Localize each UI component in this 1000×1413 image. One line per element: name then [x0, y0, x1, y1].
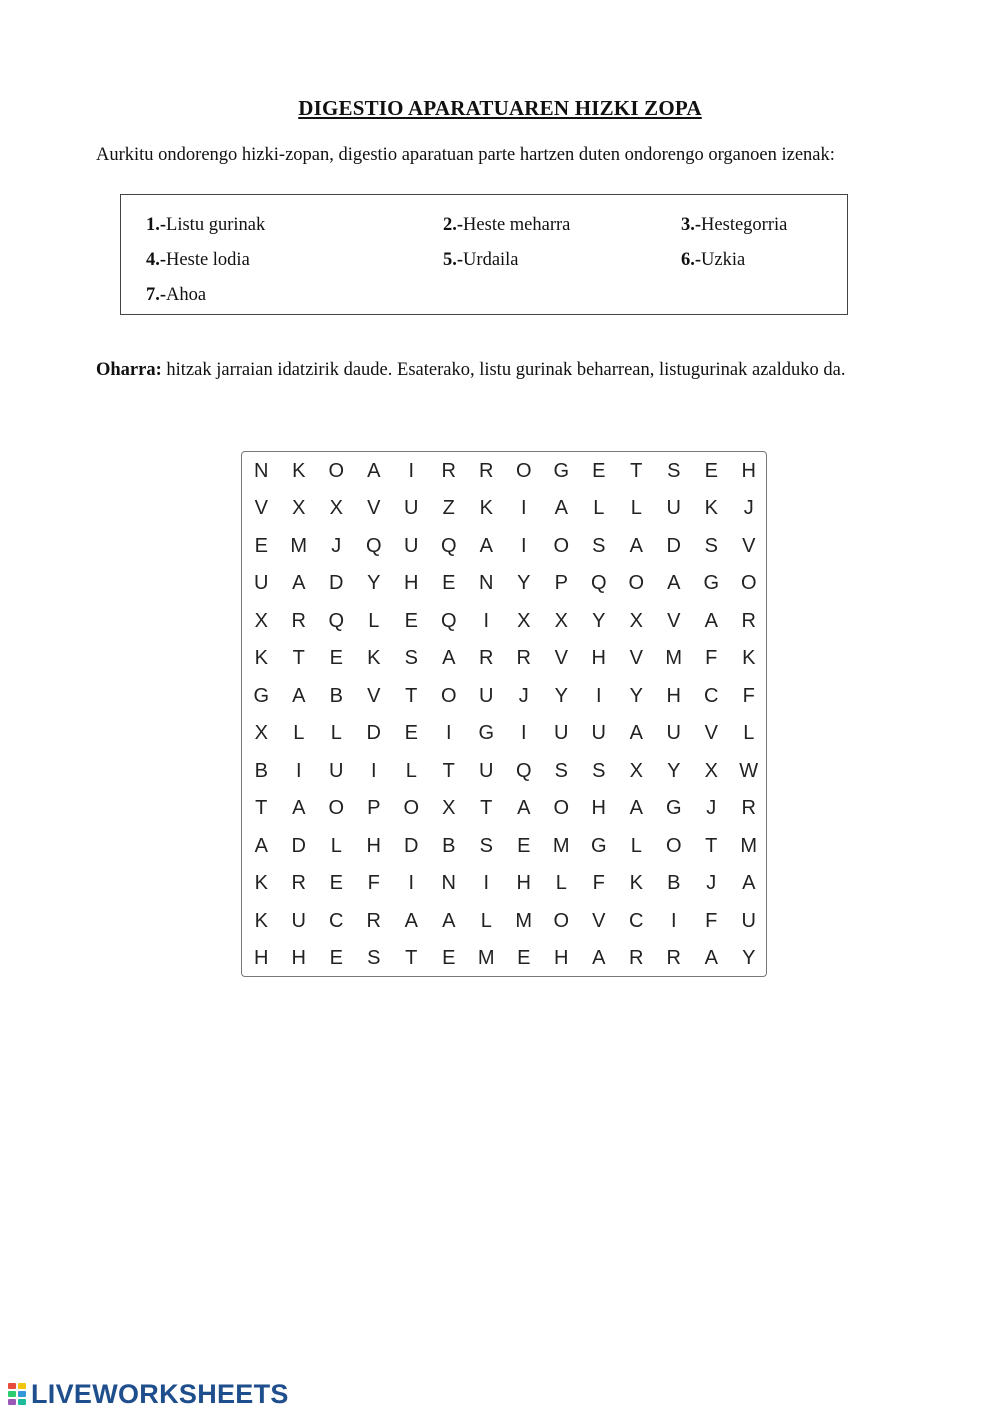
grid-letter[interactable]: H [366, 834, 381, 857]
grid-letter[interactable]: L [630, 834, 642, 857]
grid-letter[interactable]: U [404, 534, 419, 557]
grid-letter[interactable]: V [629, 647, 643, 669]
grid-letter[interactable]: A [554, 497, 568, 519]
grid-letter[interactable]: H [554, 947, 569, 969]
grid-letter[interactable]: M [740, 834, 758, 857]
grid-letter[interactable]: F [705, 647, 718, 669]
grid-letter[interactable]: X [442, 797, 456, 819]
note-label: Oharra: [96, 360, 162, 380]
grid-letter[interactable]: L [743, 722, 755, 744]
grid-letter[interactable]: N [441, 872, 456, 894]
grid-letter[interactable]: L [368, 609, 380, 632]
grid-letter[interactable]: O [553, 797, 570, 819]
grid-letter[interactable]: A [742, 872, 756, 894]
liveworksheets-logo [8, 1379, 289, 1409]
grid-letter[interactable]: E [517, 834, 531, 857]
grid-letter[interactable]: X [629, 609, 643, 632]
grid-letter[interactable]: B [329, 684, 343, 707]
grid-letter[interactable]: M [552, 834, 570, 857]
grid-letter[interactable]: I [483, 872, 490, 894]
grid-letter[interactable]: B [667, 872, 681, 894]
grid-letter[interactable]: U [479, 684, 494, 707]
grid-letter[interactable]: A [629, 534, 643, 557]
grid-letter[interactable]: Z [442, 497, 455, 519]
grid-letter[interactable]: D [666, 534, 681, 557]
grid-letter[interactable]: E [442, 572, 456, 594]
grid-letter[interactable]: A [629, 722, 643, 744]
grid-letter[interactable]: R [479, 647, 494, 669]
organ-item-5 [443, 250, 519, 271]
grid-letter[interactable]: T [292, 647, 305, 669]
grid-letter[interactable]: U [329, 759, 344, 782]
grid-letter[interactable]: O [515, 459, 532, 482]
grid-letter[interactable]: R [629, 947, 644, 969]
grid-letter[interactable]: K [479, 497, 493, 519]
grid-letter[interactable]: I [370, 759, 377, 782]
grid-letter[interactable]: G [478, 722, 495, 744]
grid-letter[interactable]: D [291, 834, 306, 857]
organ-number: 5.- [443, 250, 464, 270]
grid-letter[interactable]: A [442, 909, 456, 932]
grid-letter[interactable]: R [291, 872, 306, 894]
grid-letter[interactable]: J [518, 684, 529, 707]
grid-letter[interactable]: T [630, 459, 643, 482]
grid-letter[interactable]: U [666, 722, 681, 744]
grid-letter[interactable]: U [554, 722, 569, 744]
grid-letter[interactable]: O [328, 459, 345, 482]
grid-letter[interactable]: K [704, 497, 718, 519]
grid-letter[interactable]: O [440, 684, 457, 707]
grid-letter[interactable]: I [445, 722, 452, 744]
grid-letter[interactable]: M [477, 947, 495, 969]
organ-name: Heste lodia [166, 250, 250, 270]
grid-letter[interactable]: B [254, 759, 268, 782]
grid-letter[interactable]: A [367, 459, 381, 482]
grid-letter[interactable]: I [670, 909, 677, 932]
organ-number: 3.- [681, 215, 702, 235]
grid-letter[interactable]: Q [440, 534, 457, 557]
grid-letter[interactable]: E [517, 947, 531, 969]
grid-letter[interactable]: D [404, 834, 419, 857]
grid-letter[interactable]: T [255, 797, 268, 819]
organ-number: 4.- [146, 250, 167, 270]
grid-letter[interactable]: H [291, 947, 306, 969]
grid-letter[interactable]: Y [667, 759, 681, 782]
organ-item-4 [146, 250, 250, 271]
grid-letter[interactable]: D [329, 572, 344, 594]
grid-letter[interactable]: A [292, 797, 306, 819]
grid-letter[interactable]: U [254, 572, 269, 594]
grid-letter[interactable]: O [403, 797, 420, 819]
grid-letter[interactable]: I [520, 497, 527, 519]
grid-letter[interactable]: T [405, 947, 418, 969]
grid-letter[interactable]: Y [592, 609, 606, 632]
grid-letter[interactable]: U [591, 722, 606, 744]
grid-letter[interactable]: K [254, 647, 268, 669]
grid-letter[interactable]: L [480, 909, 492, 932]
grid-letter[interactable]: K [742, 647, 756, 669]
grid-letter[interactable]: E [442, 947, 456, 969]
grid-letter[interactable]: R [516, 647, 531, 669]
organ-number: 7.- [146, 285, 167, 305]
grid-letter[interactable]: P [554, 572, 568, 594]
grid-letter[interactable]: K [254, 872, 268, 894]
grid-letter[interactable]: E [329, 947, 343, 969]
grid-letter[interactable]: S [592, 759, 606, 782]
grid-letter[interactable]: X [254, 722, 268, 744]
grid-letter[interactable]: F [367, 872, 380, 894]
grid-letter[interactable]: Y [554, 684, 568, 707]
grid-letter[interactable]: K [254, 909, 268, 932]
organ-number: 2.- [443, 215, 464, 235]
grid-letter[interactable]: T [480, 797, 493, 819]
grid-letter[interactable]: O [740, 572, 757, 594]
grid-letter[interactable]: H [591, 797, 606, 819]
word-search-grid [241, 451, 767, 977]
grid-letter[interactable]: X [329, 497, 343, 519]
grid-letter[interactable]: I [520, 534, 527, 557]
grid-letter[interactable]: K [292, 459, 306, 482]
grid-letter[interactable]: H [666, 684, 681, 707]
grid-letter[interactable]: B [442, 834, 456, 857]
organ-item-6 [681, 250, 745, 271]
grid-letter[interactable]: R [741, 797, 756, 819]
grid-letter[interactable]: V [554, 647, 568, 669]
grid-letter[interactable]: C [329, 909, 344, 932]
grid-letter[interactable]: L [405, 759, 417, 782]
grid-letter[interactable]: A [442, 647, 456, 669]
grid-letter[interactable]: V [667, 609, 681, 632]
grid-letter[interactable]: R [479, 459, 494, 482]
grid-letter[interactable]: I [295, 759, 302, 782]
grid-letter[interactable]: A [404, 909, 418, 932]
grid-letter[interactable]: E [329, 872, 343, 894]
grid-letter[interactable]: H [254, 947, 269, 969]
organ-item-2 [443, 215, 570, 236]
organ-item-7 [146, 285, 206, 306]
grid-letter[interactable]: X [704, 759, 718, 782]
grid-letter[interactable]: Q [515, 759, 532, 782]
grid-letter[interactable]: S [667, 459, 681, 482]
grid-letter[interactable]: V [742, 534, 756, 557]
grid-letter[interactable]: J [743, 497, 754, 519]
organ-name: Listu gurinak [166, 215, 266, 235]
grid-letter[interactable]: A [479, 534, 493, 557]
grid-letter[interactable]: T [405, 684, 418, 707]
organ-name: Hestegorria [701, 215, 788, 235]
grid-letter[interactable]: H [516, 872, 531, 894]
grid-letter[interactable]: L [593, 497, 605, 519]
grid-letter[interactable]: E [329, 647, 343, 669]
grid-letter[interactable]: F [705, 909, 718, 932]
grid-letter[interactable]: L [293, 722, 305, 744]
liveworksheets-logo-text: LIVEWORKSHEETS [31, 1378, 289, 1409]
grid-letter[interactable]: J [706, 797, 717, 819]
grid-letter[interactable]: Y [629, 684, 643, 707]
organ-name: Heste meharra [463, 215, 571, 235]
grid-letter[interactable]: G [703, 572, 720, 594]
grid-letter[interactable]: V [592, 909, 606, 932]
note-paragraph [96, 353, 896, 388]
grid-letter[interactable]: Q [328, 609, 345, 632]
grid-letter[interactable]: X [292, 497, 306, 519]
grid-letter[interactable]: R [741, 609, 756, 632]
grid-letter[interactable]: G [665, 797, 682, 819]
grid-letter[interactable]: L [555, 872, 567, 894]
grid-letter[interactable]: X [629, 759, 643, 782]
grid-letter[interactable]: O [553, 534, 570, 557]
grid-letter[interactable]: J [706, 872, 717, 894]
liveworksheets-logo-icon [8, 1381, 28, 1407]
grid-letter[interactable]: O [328, 797, 345, 819]
grid-letter[interactable]: O [553, 909, 570, 932]
grid-letter[interactable]: X [554, 609, 568, 632]
grid-letter[interactable]: M [290, 534, 308, 557]
grid-letter[interactable]: G [590, 834, 607, 857]
organ-name: Urdaila [463, 250, 519, 270]
organ-number: 1.- [146, 215, 167, 235]
grid-letter[interactable]: N [479, 572, 494, 594]
grid-letter[interactable]: A [254, 834, 268, 857]
grid-letter[interactable]: S [479, 834, 493, 857]
grid-letter[interactable]: K [629, 872, 643, 894]
organ-name: Ahoa [166, 285, 207, 305]
grid-letter[interactable]: V [254, 497, 268, 519]
grid-letter[interactable]: S [554, 759, 568, 782]
grid-letter[interactable]: U [479, 759, 494, 782]
grid-letter[interactable]: T [705, 834, 718, 857]
grid-letter[interactable]: R [366, 909, 381, 932]
grid-letter[interactable]: R [291, 609, 306, 632]
grid-letter[interactable]: Y [742, 947, 756, 969]
grid-letter[interactable]: C [629, 909, 644, 932]
grid-letter[interactable]: X [517, 609, 531, 632]
grid-letter[interactable]: C [704, 684, 719, 707]
grid-letter[interactable]: X [254, 609, 268, 632]
grid-letter[interactable]: D [366, 722, 381, 744]
grid-letter[interactable]: Y [367, 572, 381, 594]
instructions-text: Aurkitu ondorengo hizki-zopan, digestio aparatuan parte hartzen duten ondorengo organoen izenak: [96, 145, 835, 165]
grid-letter[interactable]: A [629, 797, 643, 819]
grid-letter[interactable]: Q [440, 609, 457, 632]
grid-letter[interactable]: T [442, 759, 455, 782]
grid-letter[interactable]: L [630, 497, 642, 519]
grid-letter[interactable]: S [404, 647, 418, 669]
organ-number: 6.- [681, 250, 702, 270]
grid-letter[interactable]: K [367, 647, 381, 669]
organ-name: Uzkia [701, 250, 746, 270]
grid-letter[interactable]: F [742, 684, 755, 707]
grid-letter[interactable]: I [408, 872, 415, 894]
grid-letter[interactable]: Y [517, 572, 531, 594]
grid-letter[interactable]: H [404, 572, 419, 594]
grid-letter[interactable]: R [441, 459, 456, 482]
grid-letter[interactable]: L [330, 834, 342, 857]
grid-letter[interactable]: I [483, 609, 490, 632]
grid-letter[interactable]: A [704, 947, 718, 969]
grid-letter[interactable]: Q [365, 534, 382, 557]
organ-item-3 [681, 215, 787, 236]
grid-letter[interactable]: R [666, 947, 681, 969]
grid-letter[interactable]: M [665, 647, 683, 669]
grid-letter[interactable]: W [739, 759, 759, 782]
grid-letter[interactable]: E [704, 459, 718, 482]
grid-letter[interactable]: A [592, 947, 606, 969]
grid-letter[interactable]: E [404, 609, 418, 632]
grid-letter[interactable]: O [628, 572, 645, 594]
grid-letter[interactable]: A [667, 572, 681, 594]
grid-letter[interactable]: E [254, 534, 268, 557]
grid-letter[interactable]: A [292, 684, 306, 707]
grid-letter[interactable]: V [704, 722, 718, 744]
grid-letter[interactable]: E [592, 459, 606, 482]
grid-letter[interactable]: I [408, 459, 415, 482]
grid-letter[interactable]: M [515, 909, 533, 932]
organ-list-box [120, 194, 848, 315]
organ-item-1 [146, 215, 265, 236]
grid-letter[interactable]: E [404, 722, 418, 744]
grid-letter[interactable]: L [330, 722, 342, 744]
grid-letter[interactable]: A [517, 797, 531, 819]
grid-letter[interactable]: S [704, 534, 718, 557]
grid-letter[interactable]: A [704, 609, 718, 632]
grid-letter[interactable]: O [665, 834, 682, 857]
grid-letter[interactable]: J [331, 534, 342, 557]
grid-letter[interactable]: U [291, 909, 306, 932]
grid-letter[interactable]: F [592, 872, 605, 894]
grid-letter[interactable]: V [367, 497, 381, 519]
grid-letter[interactable]: I [595, 684, 602, 707]
grid-letter[interactable]: G [253, 684, 270, 707]
grid-letter[interactable]: A [292, 572, 306, 594]
grid-letter[interactable]: H [591, 647, 606, 669]
grid-letter[interactable]: U [741, 909, 756, 932]
grid-letter[interactable]: P [367, 797, 381, 819]
grid-letter[interactable]: S [367, 947, 381, 969]
grid-letter[interactable]: N [254, 459, 269, 482]
worksheet-title: DIGESTIO APARATUAREN HIZKI ZOPA [298, 96, 702, 120]
grid-letter[interactable]: U [404, 497, 419, 519]
grid-letter[interactable]: H [741, 459, 756, 482]
grid-letter[interactable]: G [553, 459, 570, 482]
grid-letter[interactable]: U [666, 497, 681, 519]
grid-letter[interactable]: V [367, 684, 381, 707]
grid-letter[interactable]: S [592, 534, 606, 557]
grid-letter[interactable]: I [520, 722, 527, 744]
note-text: hitzak jarraian idatzirik daude. Esaterako, listu gurinak beharrean, listugurinak azalduko da. [161, 360, 846, 380]
grid-letter[interactable]: Q [590, 572, 607, 594]
